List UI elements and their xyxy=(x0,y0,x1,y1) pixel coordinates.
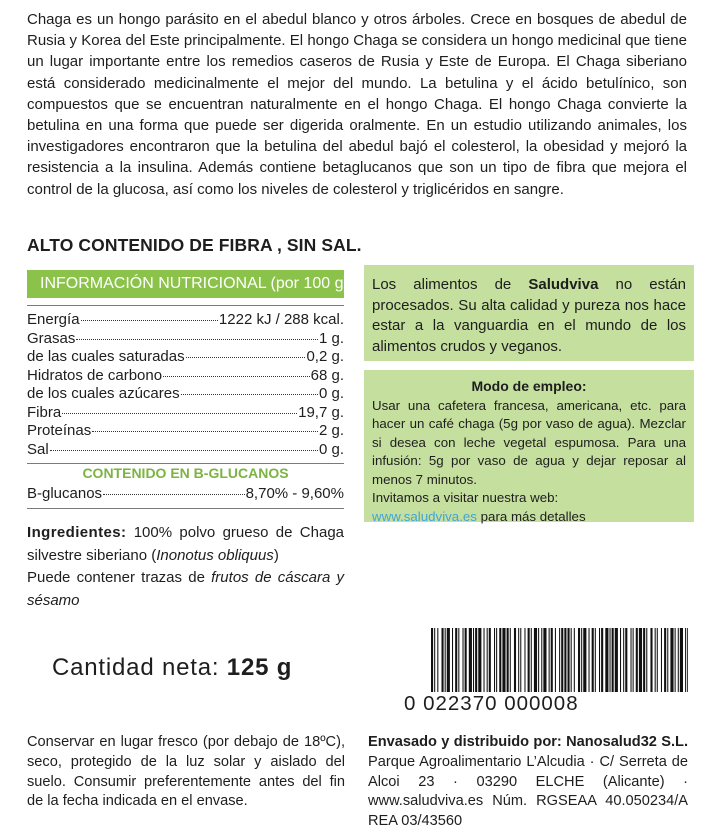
nutrition-row xyxy=(27,404,344,422)
barcode-bar xyxy=(478,628,481,692)
nutrition-row xyxy=(27,348,344,366)
barcode-bar xyxy=(612,628,614,692)
usage-title: Modo de empleo: xyxy=(471,378,587,394)
barcode-bar xyxy=(520,628,521,692)
barcode-bar xyxy=(678,628,679,692)
barcode-bar xyxy=(494,628,495,692)
net-quantity-amount: 125 g xyxy=(226,654,293,681)
barcode-bar xyxy=(437,628,438,692)
promo-box xyxy=(364,265,694,361)
website-link[interactable]: www.saludviva.es xyxy=(372,508,477,524)
ingredients-block xyxy=(27,522,344,612)
barcode-bar xyxy=(431,628,433,692)
website-link-suffix: para más detalles xyxy=(476,508,586,524)
nutrition-value: 19,7 g. xyxy=(298,404,344,421)
barcode-bar xyxy=(574,628,575,692)
nutrition-label: Energía xyxy=(27,311,80,328)
dot-leader xyxy=(62,413,297,414)
barcode-bar xyxy=(489,628,491,692)
distributor-info xyxy=(368,733,688,832)
barcode-bar xyxy=(518,628,519,692)
barcode-bar xyxy=(625,628,627,692)
barcode-bar xyxy=(528,628,530,692)
barcode-bar xyxy=(484,628,485,692)
barcode-bar xyxy=(623,628,624,692)
barcode-bar xyxy=(657,628,658,692)
ingredients-latin-name: Inonotus obliquus xyxy=(156,546,274,564)
barcode-bar xyxy=(568,628,570,692)
barcode-bar xyxy=(487,628,488,692)
product-description: Chaga es un hongo parásito en el abedul blanco y otros árboles. Crece en bosques de abedul de Rusia y Korea del Este principalmente. El hongo Chaga se considera un hongo medicinal que tiene un lugar importante entre los remedios caseros de Rusia y Este de Europa. El Chaga siberiano está considerado medicinalmente el mejor del mundo. La betulina y el ácido betulínico, son compuestos que se encuentran naturalmente en el hongo Chaga. El hongo Chaga convierte la betulina en una forma que puede ser digerida oralmente. En un estudio utilizando animales, los investigadores encontraron que la betulina del abedul bajó el colesterol, la obesidad y mejoró la resistencia a la insulina. Además contiene betaglucanos que son un tipo de fibra que mejora el control de la glucosa, así como los niveles de colesterol y triglicéridos en sangre. xyxy=(27,11,687,198)
barcode-bar xyxy=(538,628,539,692)
nutrition-divider-bottom xyxy=(27,463,344,464)
barcode-bar xyxy=(578,628,580,692)
barcode-bar xyxy=(447,628,450,692)
nutrition-row xyxy=(27,385,344,403)
barcode-bar xyxy=(502,628,505,692)
ingredients-text xyxy=(27,522,344,567)
barcode-bar xyxy=(571,628,572,692)
traces-text xyxy=(27,567,344,612)
traces-lead: Puede contener trazas de xyxy=(27,569,212,586)
barcode-bar xyxy=(559,628,560,692)
barcode-bar xyxy=(455,628,457,692)
barcode-bar xyxy=(442,628,444,692)
nutrition-value: 1 g. xyxy=(318,330,344,347)
barcode-bar xyxy=(670,628,673,692)
barcode-bar xyxy=(499,628,501,692)
barcode-bar xyxy=(595,628,596,692)
net-quantity-label: Cantidad neta: xyxy=(52,654,220,681)
dot-leader xyxy=(92,431,318,432)
barcode-number: 0 022370 000008 xyxy=(404,692,579,715)
nutrition-row xyxy=(27,311,344,329)
nutrition-value: 68 g. xyxy=(310,367,344,384)
nutrition-row xyxy=(27,422,344,440)
barcode-bar xyxy=(631,628,632,692)
nutrition-label: Hidratos de carbono xyxy=(27,367,163,384)
barcode-bar xyxy=(452,628,453,692)
barcode-bar xyxy=(549,628,550,692)
barcode-bar xyxy=(465,628,467,692)
promo-text: no están procesados. Su alta calidad y pureza nos hace estar a la vanguardia en el mundo de los alimentos crudos y veganos. xyxy=(372,276,686,355)
bglucan-label: B-glucanos xyxy=(27,485,103,502)
nutrition-value: 2 g. xyxy=(318,422,344,439)
barcode-bar xyxy=(664,628,666,692)
barcode-bar xyxy=(655,628,656,692)
barcode-bar xyxy=(687,628,688,692)
bglucan-row xyxy=(27,485,344,503)
dot-leader xyxy=(50,450,318,451)
barcode-bar xyxy=(561,628,563,692)
nutrition-row xyxy=(27,330,344,348)
barcode xyxy=(431,628,688,692)
nutrition-row xyxy=(27,367,344,385)
barcode-bar xyxy=(599,628,600,692)
barcode-bar xyxy=(661,628,662,692)
promo-text-lead: Los alimentos de xyxy=(372,276,529,293)
usage-box xyxy=(364,370,694,522)
net-quantity xyxy=(52,654,292,682)
barcode-bar xyxy=(534,628,537,692)
distributor-lead: Envasado y distribuido por: Nanosalud32 S.L. xyxy=(368,734,688,750)
dot-leader xyxy=(76,339,318,340)
barcode-bar xyxy=(633,628,634,692)
nutrition-value: 0 g. xyxy=(318,441,344,458)
barcode-bar xyxy=(675,628,676,692)
bglucan-divider xyxy=(27,508,344,509)
nutrition-label: de las cuales saturadas xyxy=(27,348,185,365)
barcode-bar xyxy=(583,628,586,692)
ingredients-closing: ) xyxy=(273,546,279,564)
nutrition-table-header: INFORMACIÓN NUTRICIONAL (por 100 g) xyxy=(27,270,344,298)
dot-leader xyxy=(103,494,245,495)
nutrition-label: Fibra xyxy=(27,404,62,421)
barcode-bar xyxy=(581,628,582,692)
nutrition-value: 0 g. xyxy=(318,385,344,402)
ingredients-label: Ingredientes: xyxy=(27,524,127,541)
barcode-bar xyxy=(445,628,446,692)
barcode-bar xyxy=(507,628,509,692)
barcode-bar xyxy=(543,628,546,692)
barcode-bar xyxy=(605,628,608,692)
barcode-bar xyxy=(551,628,553,692)
barcode-bar xyxy=(643,628,645,692)
nutrition-value: 0,2 g. xyxy=(306,348,344,365)
barcode-bar xyxy=(564,628,566,692)
distributor-address: Parque Agroalimentario L’Alcudia · C/ Serreta de Alcoi 23 · 03290 ELCHE (Alicante) · www.saludviva.es Núm. RGSEAA 40.050234/A REA 03/43560 xyxy=(368,753,688,830)
barcode-bar xyxy=(615,628,618,692)
barcode-bar xyxy=(646,628,647,692)
fiber-salt-claim: ALTO CONTENIDO DE FIBRA , SIN SAL. xyxy=(27,235,362,255)
barcode-bar xyxy=(463,628,464,692)
barcode-bar xyxy=(589,628,590,692)
dot-leader xyxy=(181,394,318,395)
nutrition-value: 1222 kJ / 288 kcal. xyxy=(218,311,344,328)
barcode-bar xyxy=(639,628,642,692)
barcode-bar xyxy=(680,628,683,692)
traces-allergens: frutos de cáscara y sésamo xyxy=(27,569,344,609)
nutrition-label: de los cuales azúcares xyxy=(27,385,180,402)
barcode-bar xyxy=(469,628,472,692)
bglucan-title: CONTENIDO EN B-GLUCANOS xyxy=(82,465,289,481)
dot-leader xyxy=(81,320,218,321)
barcode-bar xyxy=(434,628,435,692)
nutrition-label: Grasas xyxy=(27,330,76,347)
dot-leader xyxy=(163,376,310,377)
barcode-bar xyxy=(620,628,621,692)
nutrition-row xyxy=(27,441,344,459)
barcode-bar xyxy=(685,628,686,692)
barcode-bar xyxy=(667,628,668,692)
barcode-bar xyxy=(592,628,594,692)
brand-name: Saludviva xyxy=(528,276,599,293)
barcode-bar xyxy=(514,628,516,692)
barcode-bar xyxy=(524,628,525,692)
usage-instructions: Usar una cafetera francesa, americana, etc. para hacer un café chaga (5g por vaso de agua). Mezclar si desea con leche vegetal espumosa. Para una infusión: 5g por vaso de agua y dejar reposar al menos 7 minutos. xyxy=(372,397,686,487)
bglucan-value: 8,70% - 9,60% xyxy=(245,485,344,502)
barcode-bar xyxy=(636,628,638,692)
website-line xyxy=(372,508,686,527)
dot-leader xyxy=(186,357,306,358)
barcode-bar xyxy=(541,628,542,692)
barcode-bar xyxy=(510,628,511,692)
barcode-bar xyxy=(458,628,459,692)
storage-instructions: Conservar en lugar fresco (por debajo de 18ºC), seco, protegido de la luz solar y aislado del suelo. Consumir preferentemente antes del fin de la fecha indicada en el envase. xyxy=(27,734,345,810)
barcode-bar xyxy=(610,628,611,692)
nutrition-label: Sal xyxy=(27,441,49,458)
barcode-bar xyxy=(650,628,652,692)
barcode-bar xyxy=(473,628,474,692)
barcode-bar xyxy=(496,628,497,692)
barcode-bar xyxy=(475,628,477,692)
barcode-bar xyxy=(531,628,532,692)
nutrition-divider-top xyxy=(27,305,344,306)
barcode-bar xyxy=(601,628,603,692)
ingredients-description: 100% polvo grueso de Chaga silvestre siberiano ( xyxy=(27,524,344,564)
visit-website-text: Invitamos a visitar nuestra web: xyxy=(372,490,559,505)
barcode-bar xyxy=(555,628,556,692)
nutrition-label: Proteínas xyxy=(27,422,92,439)
